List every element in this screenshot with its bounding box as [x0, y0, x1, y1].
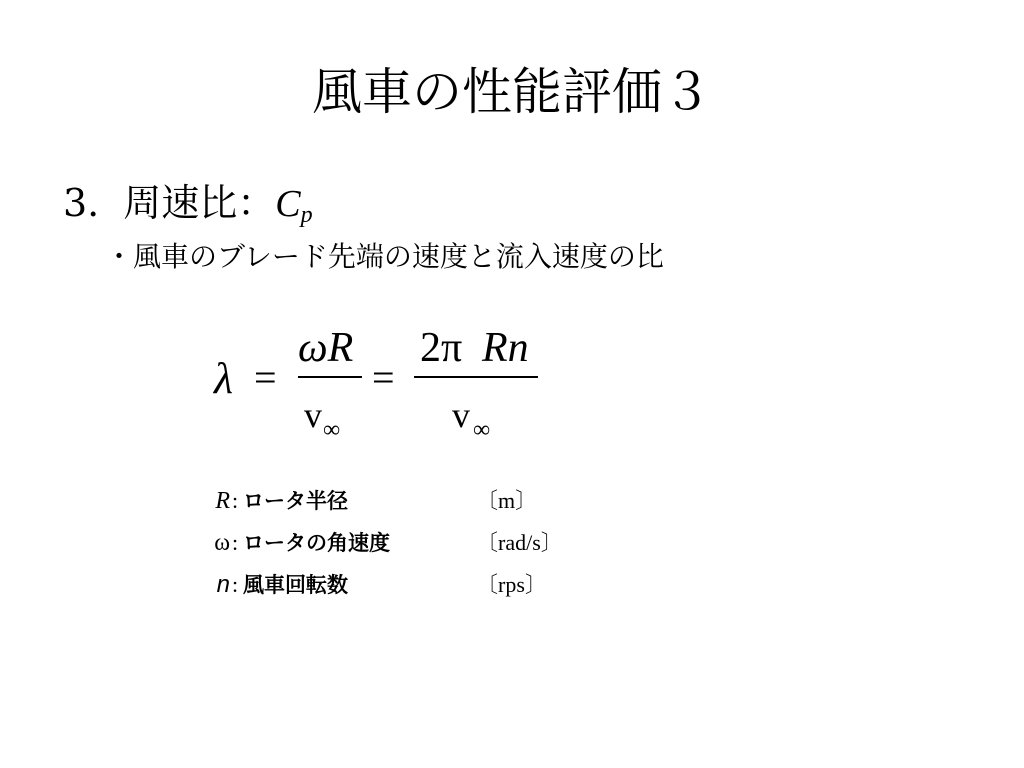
- formula-equals-1: =: [254, 355, 277, 400]
- section-number: 3.: [63, 181, 100, 225]
- legend-symbol: R: [215, 488, 230, 514]
- legend: [150, 480, 630, 606]
- formula-frac2-denominator: v: [452, 395, 470, 435]
- legend-unit: 〔m〕: [476, 488, 538, 513]
- bullet-text: ・風車のブレード先端の速度と流入速度の比: [105, 240, 664, 273]
- section-symbol-subscript: p: [300, 202, 313, 228]
- slide-title: 風車の性能評価３: [312, 63, 712, 121]
- legend-row-rotation-speed: [150, 564, 630, 606]
- formula-frac2-var: Rn: [482, 325, 529, 371]
- formula-svg: [200, 310, 560, 460]
- legend-symbol: n: [216, 571, 230, 598]
- section-symbol-base: C: [275, 183, 301, 225]
- legend-description: ロータの角速度: [243, 531, 390, 555]
- formula-frac1-infinity: ∞: [323, 417, 341, 443]
- legend-colon: :: [232, 530, 239, 555]
- formula-frac1-denominator: v: [304, 395, 322, 435]
- legend-description: ロータ半径: [243, 489, 348, 513]
- legend-symbol: ω: [214, 530, 230, 556]
- legend-colon: :: [232, 488, 239, 513]
- formula-frac1-numerator: ωR: [298, 325, 354, 371]
- formula-frac2-coef: 2π: [420, 325, 463, 371]
- formula: [200, 310, 560, 460]
- legend-unit: 〔rps〕: [476, 572, 547, 597]
- formula-frac2-infinity: ∞: [473, 417, 491, 443]
- legend-unit: 〔rad/s〕: [476, 530, 563, 555]
- section-label: 周速比：: [123, 181, 276, 225]
- legend-description: 風車回転数: [243, 573, 348, 597]
- legend-colon: :: [232, 572, 239, 597]
- formula-lambda: λ: [214, 354, 234, 403]
- formula-equals-2: =: [372, 355, 395, 400]
- section-symbol: [275, 183, 313, 228]
- legend-row-angular-velocity: [150, 522, 630, 564]
- section-heading: [63, 180, 313, 238]
- legend-row-radius: [150, 480, 630, 522]
